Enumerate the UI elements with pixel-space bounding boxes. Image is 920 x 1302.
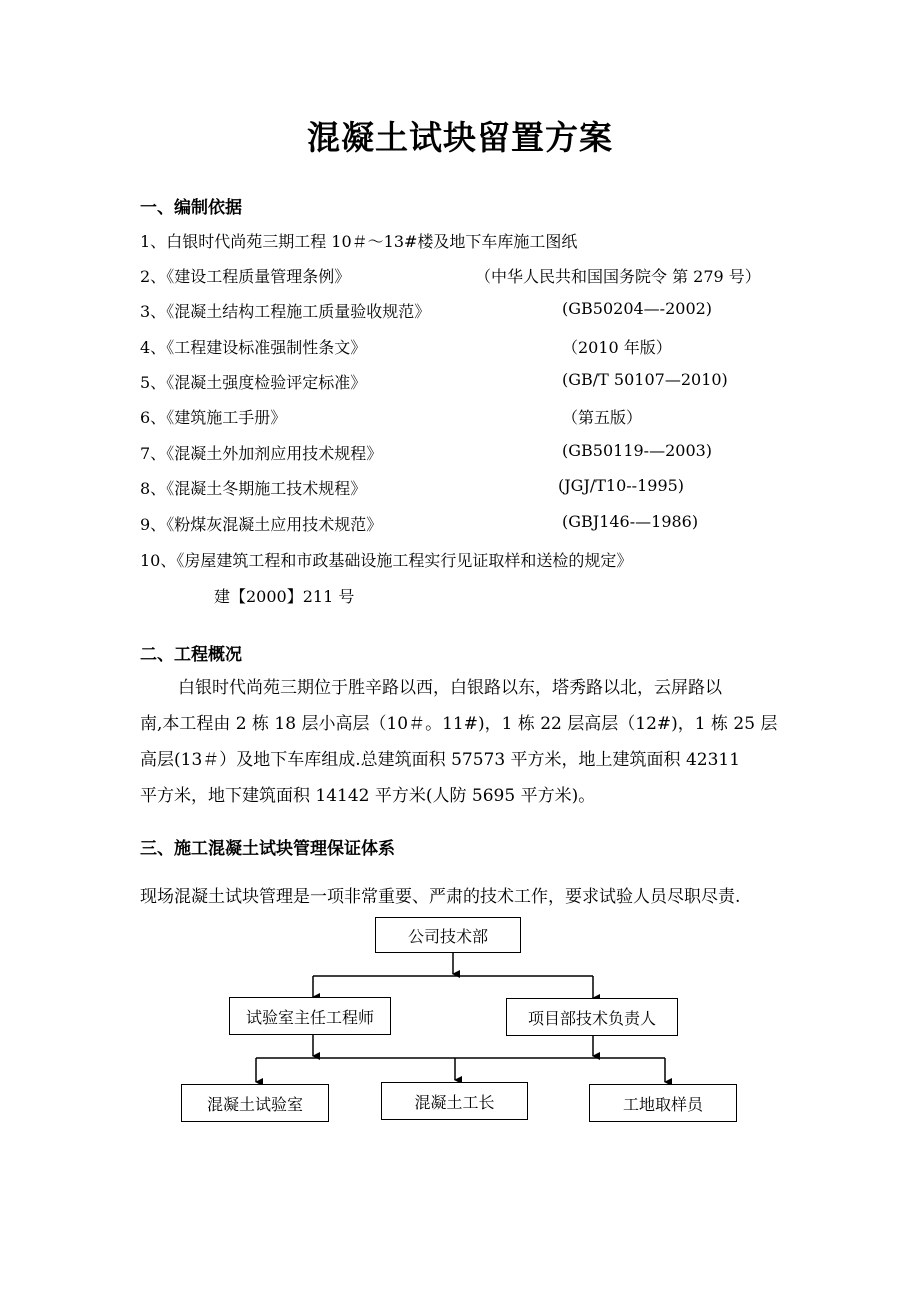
ref-name: 《建筑施工手册》: [166, 408, 287, 427]
section-heading-overview: 二、工程概况: [140, 645, 242, 665]
ref-name: 白银时代尚苑三期工程 10＃～13#楼及地下车库施工图纸: [166, 232, 578, 251]
ref-number: 2、: [140, 267, 167, 286]
ref-code: (GBJ146-—1986): [562, 512, 699, 531]
ref-code: (JGJ/T10--1995): [558, 476, 685, 495]
paragraph-line: 南,本工程由 2 栋 18 层小高层（10＃。11#)，1 栋 22 层高层（12#)，1 栋 25 层: [140, 714, 778, 734]
ref-continuation: 建【2000】211 号: [214, 587, 355, 606]
system-intro: 现场混凝土试块管理是一项非常重要、严肃的技术工作，要求试验人员尽职尽责.: [140, 887, 741, 907]
document-title: 混凝土试块留置方案: [307, 118, 613, 157]
ref-name: 《粉煤灰混凝土应用技术规范》: [166, 515, 383, 534]
ref-number: 8、: [140, 479, 167, 498]
ref-name: 《工程建设标准强制性条文》: [166, 338, 367, 357]
ref-number: 5、: [140, 373, 167, 392]
ref-code: (GB50119-—2003): [562, 441, 713, 460]
ref-name: 《混凝土结构工程施工质量验收规范》: [166, 302, 431, 321]
section-heading-system: 三、施工混凝土试块管理保证体系: [140, 839, 395, 859]
org-box-site-sampler: 工地取样员: [589, 1084, 737, 1122]
ref-number: 1、: [140, 232, 167, 251]
ref-number: 9、: [140, 515, 167, 534]
ref-name: 《建设工程质量管理条例》: [166, 267, 351, 286]
org-box-lab-engineer: 试验室主任工程师: [229, 997, 391, 1035]
paragraph-line: 白银时代尚苑三期位于胜辛路以西，白银路以东，塔秀路以北，云屏路以: [178, 678, 722, 698]
ref-code: (GB/T 50107—2010): [562, 370, 728, 389]
ref-code: (GB50204—-2002): [562, 299, 713, 318]
ref-number: 4、: [140, 338, 167, 357]
section-heading-basis: 一、编制依据: [140, 198, 242, 218]
ref-name: 《混凝土冬期施工技术规程》: [166, 479, 367, 498]
org-box-concrete-lab: 混凝土试验室: [181, 1084, 329, 1122]
ref-code: （中华人民共和国国务院令 第 279 号）: [475, 267, 761, 286]
ref-code: （2010 年版）: [562, 338, 672, 357]
ref-number: 7、: [140, 444, 167, 463]
org-box-project-tech: 项目部技术负责人: [506, 998, 678, 1036]
ref-name: 《混凝土强度检验评定标准》: [166, 373, 367, 392]
ref-number: 3、: [140, 302, 167, 321]
org-box-company-tech: 公司技术部: [375, 917, 521, 953]
paragraph-line: 平方米，地下建筑面积 14142 平方米(人防 5695 平方米)。: [140, 786, 596, 806]
ref-name: 《混凝土外加剂应用技术规程》: [166, 444, 383, 463]
ref-name: 《房屋建筑工程和市政基础设施工程实行见证取样和送检的规定》: [176, 551, 633, 570]
org-box-concrete-foreman: 混凝土工长: [381, 1082, 528, 1120]
paragraph-line: 高层(13＃）及地下车库组成.总建筑面积 57573 平方米，地上建筑面积 42311: [140, 750, 741, 770]
ref-number: 10、: [140, 551, 177, 570]
ref-number: 6、: [140, 408, 167, 427]
ref-code: （第五版）: [562, 408, 643, 427]
